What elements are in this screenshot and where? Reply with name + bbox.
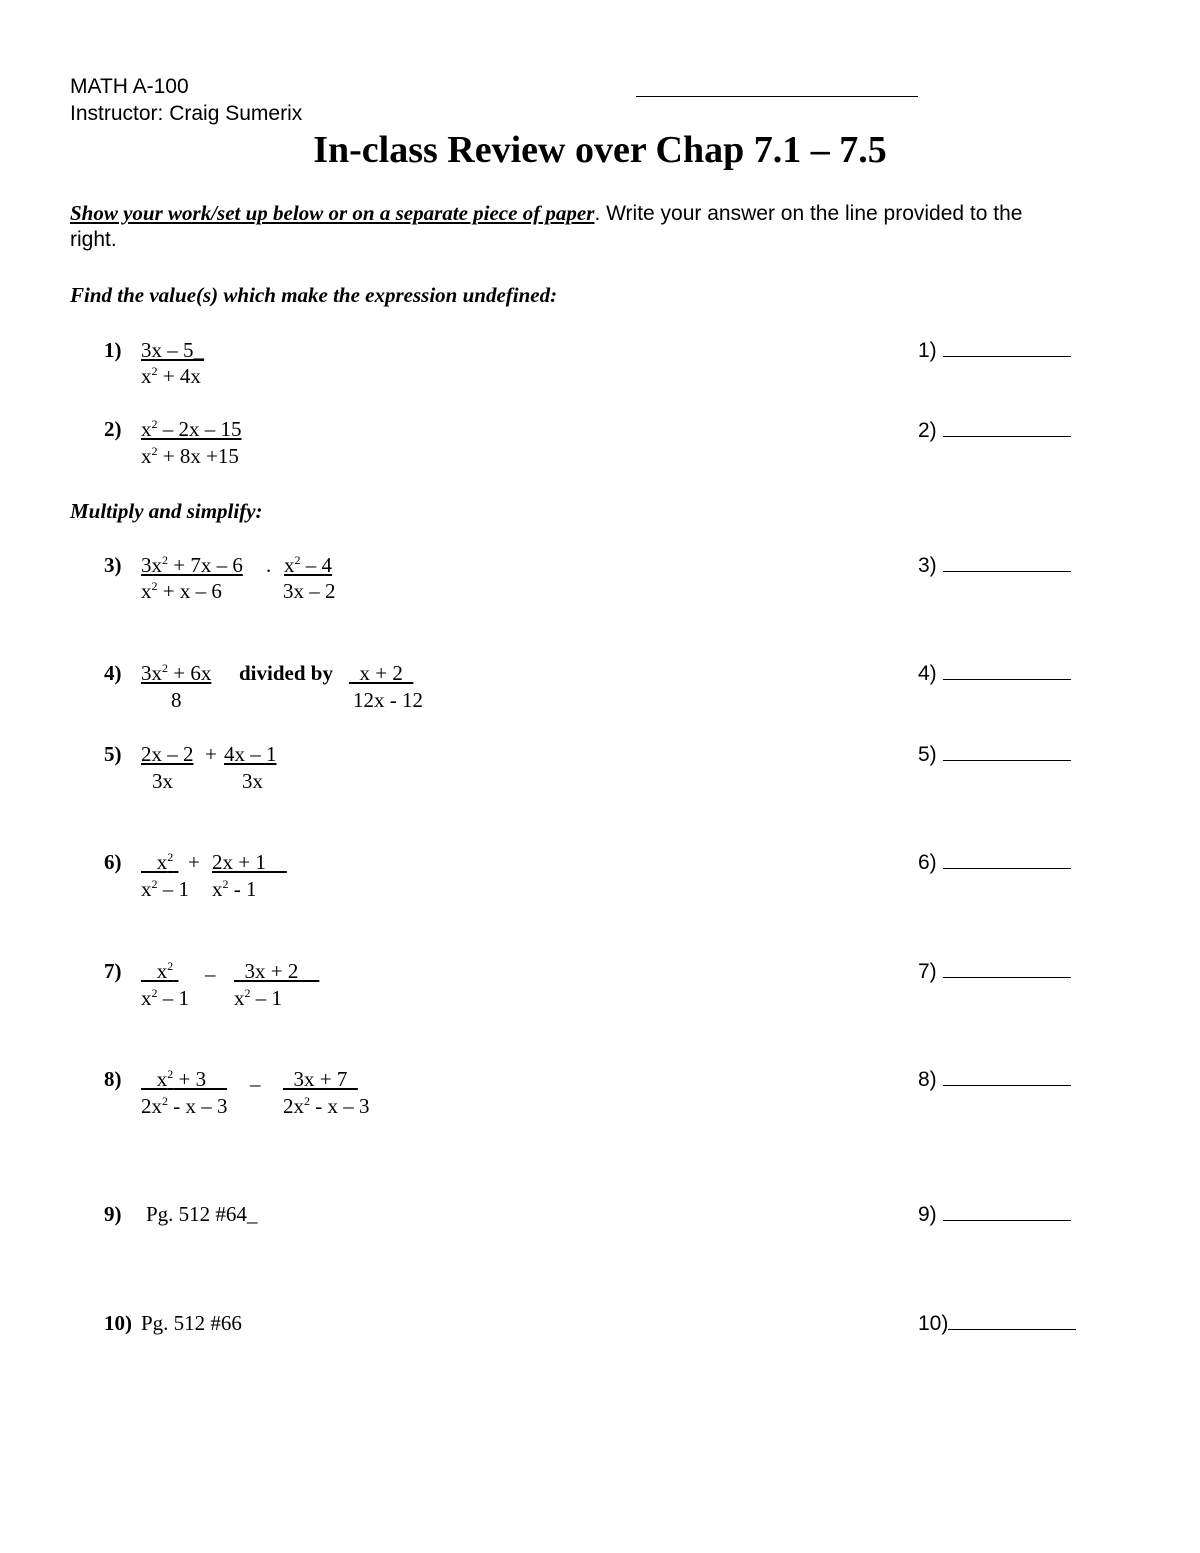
plus-sign: +: [188, 850, 200, 874]
problem-number: 3): [104, 553, 122, 577]
problem-number: 5): [104, 742, 122, 766]
answer-line[interactable]: [948, 1311, 1076, 1330]
answer-slot-7[interactable]: 7): [918, 959, 1071, 985]
instructor-name: Instructor: Craig Sumerix: [70, 102, 303, 125]
problem-number: 10): [104, 1311, 132, 1335]
instructions-line-1: [70, 200, 1022, 227]
denominator-right: $x^2 - 1$: [234, 986, 282, 1010]
answer-slot-1[interactable]: 1): [918, 338, 1071, 364]
minus-sign: –: [250, 1072, 261, 1096]
numerator-left: $x^2 + 3$: [141, 1067, 228, 1091]
denominator-left: 8: [171, 688, 182, 712]
numerator: 3x – 5_: [141, 338, 204, 362]
answer-slot-4[interactable]: 4): [918, 661, 1071, 687]
answer-slot-10[interactable]: 10): [918, 1311, 1076, 1337]
denominator: $x^2 + 8x +15$: [141, 444, 239, 468]
denominator-right: $2x^2$ - x – 3: [283, 1094, 370, 1118]
numerator-left: 2x – 2: [141, 742, 194, 766]
numerator-right: 3x + 7: [283, 1067, 358, 1091]
answer-line[interactable]: [943, 553, 1071, 572]
problem-number: 1): [104, 338, 122, 362]
numerator-right: $x^2 - 4$: [284, 553, 332, 577]
numerator-right: 2x + 1: [212, 850, 287, 874]
numerator-left: $3x^2 + 7x - 6$: [141, 553, 243, 577]
denominator-left: 3x: [152, 769, 173, 793]
denominator-right: 12x - 12: [353, 688, 423, 712]
operation-word: divided by: [239, 661, 333, 685]
denominator-left: $x^2 + x - 6$: [141, 579, 222, 603]
denominator-left: $2x^2$ - x – 3: [141, 1094, 228, 1118]
page-title: In-class Review over Chap 7.1 – 7.5: [313, 129, 887, 171]
instructions-line-2: right.: [70, 228, 117, 251]
section-heading-multiply: Multiply and simplify:: [70, 499, 263, 523]
student-name-line: [636, 96, 918, 97]
answer-slot-5[interactable]: 5): [918, 742, 1071, 768]
answer-slot-6[interactable]: 6): [918, 850, 1071, 876]
problem-number: 8): [104, 1067, 122, 1091]
denominator-right: $x^2 - 1$: [212, 877, 257, 901]
numerator-right: x + 2: [349, 661, 414, 685]
answer-line[interactable]: [943, 661, 1071, 680]
problem-number: 2): [104, 417, 122, 441]
answer-slot-8[interactable]: 8): [918, 1067, 1071, 1093]
problem-reference: Pg. 512 #64_: [146, 1202, 258, 1226]
instructions-rest: . Write your answer on the line provided to the: [594, 202, 1023, 225]
numerator-right: 3x + 2: [234, 959, 320, 983]
answer-slot-9[interactable]: 9): [918, 1202, 1071, 1228]
section-heading-undefined: Find the value(s) which make the expression undefined:: [70, 283, 558, 307]
answer-line[interactable]: [943, 338, 1071, 357]
problem-number: 4): [104, 661, 122, 685]
multiply-dot: .: [266, 553, 272, 577]
numerator-left: $x^2$: [141, 959, 174, 983]
problem-reference: Pg. 512 #66: [141, 1311, 242, 1335]
minus-sign: –: [205, 962, 216, 986]
answer-line[interactable]: [943, 959, 1071, 978]
numerator: $x^2 - 2x - 15$: [141, 417, 242, 441]
answer-slot-3[interactable]: 3): [918, 553, 1071, 579]
denominator-right: 3x – 2: [283, 579, 336, 603]
problem-number: 7): [104, 959, 122, 983]
numerator-left: $3x^2 + 6x$: [141, 661, 212, 685]
course-code: MATH A-100: [70, 75, 189, 98]
numerator-left: $x^2$: [141, 850, 174, 874]
denominator-left: $x^2 - 1$: [141, 877, 189, 901]
answer-line[interactable]: [943, 418, 1071, 437]
problem-number: 9): [104, 1202, 122, 1226]
answer-line[interactable]: [943, 1202, 1071, 1221]
answer-slot-2[interactable]: 2): [918, 418, 1071, 444]
answer-line[interactable]: [943, 850, 1071, 869]
instructions-emphasis: Show your work/set up below or on a separate piece of paper: [70, 201, 595, 225]
denominator-left: $x^2 - 1$: [141, 986, 189, 1010]
answer-line[interactable]: [943, 1067, 1071, 1086]
denominator: $x^2 + 4x$: [141, 364, 201, 388]
problem-number: 6): [104, 850, 122, 874]
numerator-right: 4x – 1: [224, 742, 277, 766]
denominator-right: 3x: [242, 769, 263, 793]
plus-sign: +: [205, 742, 217, 766]
answer-line[interactable]: [943, 742, 1071, 761]
